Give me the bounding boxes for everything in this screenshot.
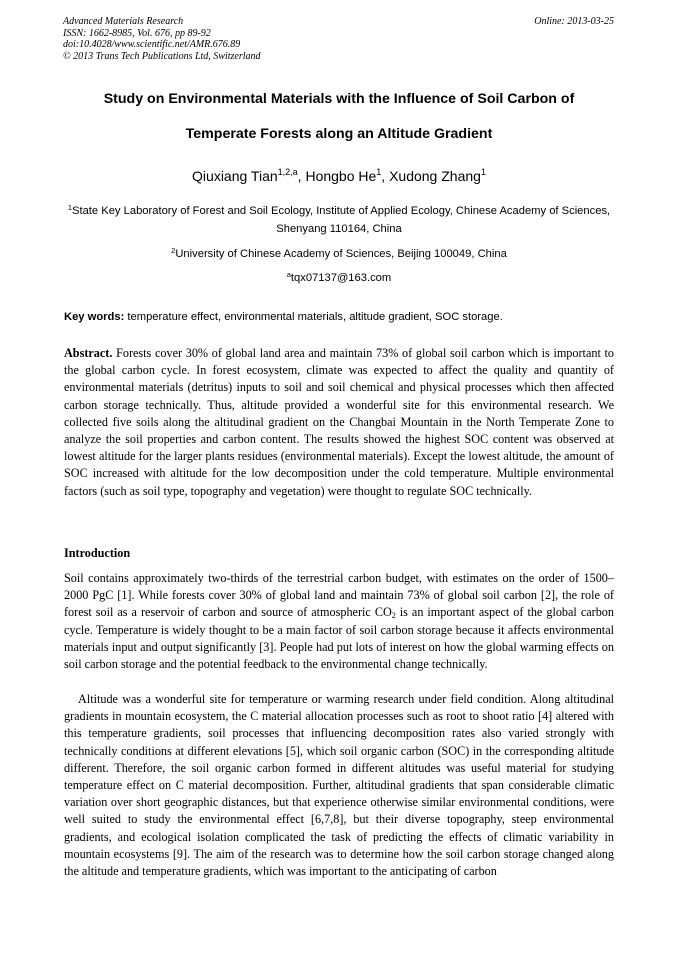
abstract-text: Forests cover 30% of global land area and maintain 73% of global soil carbon which is important to the global carbon cycle. In forest ecosystem, climate was expected to affect the quality and quantity of environmental materials (detritus) inputs to soil and soil chemical and physical processes which then affected carbon storage technically. Thus, altitude provided a wonderful site for this environmental research. We collected five soils along the altitudinal gradient on the Changbai Mountain in the North Temperate Zone to analyze the soil properties and carbon content. The results showed the highest SOC content was observed at lowest altitude for the larger plants residues (environmental materials). Except the lowest altitude, the amount of SOC increased with altitude for the low decomposition under the cold temperature. Multiple environmental factors (such as soil type, topography and vegetation) were thought to regulate SOC technically. [64, 346, 614, 498]
affiliation-text: State Key Laboratory of Forest and Soil Ecology, Institute of Applied Ecology, Chinese Academy of Sciences, Shenyang 110164, China [72, 205, 611, 235]
keywords-label: Key words: [64, 311, 125, 323]
author-name: Qiuxiang Tian [192, 168, 278, 184]
introduction-paragraph-1 [64, 570, 614, 673]
author-separator: , [297, 168, 306, 184]
author-affiliation-mark: 1 [376, 167, 382, 177]
author-name: Xudong Zhang [389, 168, 481, 184]
author-name: Hongbo He [305, 168, 377, 184]
journal-copyright: © 2013 Trans Tech Publications Ltd, Switzerland [63, 50, 261, 62]
journal-name: Advanced Materials Research [63, 16, 184, 27]
journal-header [63, 16, 261, 62]
keywords-text: temperature effect, environmental materials, altitude gradient, SOC storage. [124, 311, 503, 323]
introduction-paragraph-2: Altitude was a wonderful site for temperature or warming research under field condition. Along altitudinal gradients in mountain ecosystem, the C material allocation processes such as root to shoot ratio [4] altered with this temperature gradients, soil processes that influencing decomposition rates also varied strongly with technically conditions at different elevations [5], which soil organic carbon (SOC) in the corresponding altitude different. Therefore, the soil organic carbon formed in different altitudes was useful material for studying temperature effect on C material decomposition. Further, altitudinal gradients that span considerable climatic variation over short geographic distances, but that experience otherwise similar environmental conditions, were well suited to study the environmental effect [6,7,8], but their diverse topography, steep environmental gradients, and ecological isolation complicated the task of predicting the effects of climatic variability in mountain ecosystems [9]. The aim of the research was to determine how the soil carbon storage changed along the altitude and temperature gradients, which was important to the anticipating of carbon [64, 692, 614, 879]
author-list [0, 167, 678, 185]
abstract-label: Abstract. [64, 346, 113, 360]
email-text: tqx07137@163.com [290, 272, 392, 284]
paragraph-text: Soil contains approximately two-thirds of the terrestrial carbon budget, with estimates on the order of 1500–2000 PgC [1]. While forests cover 30% of global land and maintain 73% of global soil carbon [2], the role of forest soil as a reservoir of carbon and source of atmospheric CO [64, 571, 614, 620]
author-affiliation-mark: 1 [480, 167, 486, 177]
paper-title-line-1: Study on Environmental Materials with the Influence of Soil Carbon of [103, 91, 575, 107]
author-separator: , [381, 168, 390, 184]
online-date: Online: 2013-03-25 [534, 16, 614, 27]
author-email [60, 270, 618, 288]
keywords [64, 310, 616, 325]
affiliation-1 [60, 203, 618, 238]
journal-doi: doi:10.4028/www.scientific.net/AMR.676.89 [63, 39, 241, 50]
journal-issn: ISSN: 1662-8985, Vol. 676, pp 89-92 [63, 27, 211, 39]
email-mark: a [286, 270, 291, 279]
abstract [64, 345, 614, 500]
subscript: 2 [391, 611, 396, 621]
section-heading-introduction: Introduction [64, 546, 131, 560]
affiliation-mark: 1 [67, 203, 73, 212]
paragraph-text: is an important aspect of the global carbon cycle. Temperature is widely thought to be a main factor of soil carbon storage because it affects environmental materials input and output significantly [3]. People had put lots of interest on how the global warming effects on soil carbon storage and the potential feedback to the environmental change technically. [64, 605, 614, 672]
author-affiliation-mark: 1,2,a [277, 167, 298, 177]
paper-title-line-2: Temperate Forests along an Altitude Gradient [185, 126, 493, 142]
affiliation-text: University of Chinese Academy of Sciences, Beijing 100049, China [175, 248, 507, 260]
affiliation-mark: 2 [171, 246, 176, 255]
affiliation-2 [60, 246, 618, 264]
